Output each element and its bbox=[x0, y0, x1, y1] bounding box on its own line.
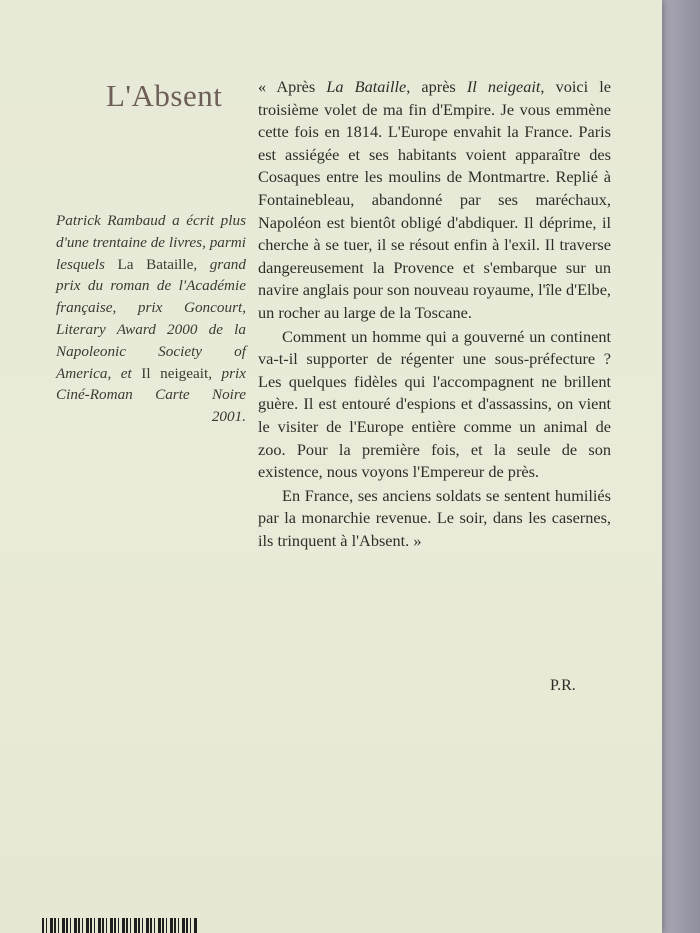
blurb-text: , voici le troisième volet de ma fin d'Empire. Je vous emmène cette fois en 1814. L'Europe envahit la France. Paris est assiégée et ses habitants voient apparaître des Cosaques entre les moulins de Montmartre. Replié à Fontainebleau, abandonné par ses maréchaux, Napoléon est bientôt obligé d'abdiquer. Il déprime, il cherche à se tuer, il se résout enfin à l'exil. Il traverse dangereusement la Provence et s'embarque sur un navire anglais pour son nouveau royaume, l'île d'Elbe, un rocher au large de la Toscane. bbox=[258, 77, 611, 322]
blurb-book-title: La Bataille bbox=[326, 77, 407, 96]
bio-text: , prix Ciné-Roman Carte Noire 2001. bbox=[56, 364, 246, 426]
barcode bbox=[42, 918, 197, 933]
bio-text: , grand prix du roman de l'Académie française, prix Goncourt, Literary Award 2000 de la Napoleonic Society of America, et bbox=[56, 255, 246, 382]
blurb bbox=[258, 76, 611, 552]
signature: P.R. bbox=[550, 677, 576, 694]
blurb-paragraph: Comment un homme qui a gouverné un continent va-t-il supporter de régenter une sous-préfecture ? Les quelques fidèles qui l'accompagnent ne brillent guère. Il est entouré d'espions et d'assassins, on vient le visiter de l'Europe entière comme un animal de zoo. Pour la première fois, et la seule de son existence, nous voyons l'Empereur de près. bbox=[258, 326, 611, 482]
blurb-text: , après bbox=[406, 77, 467, 96]
blurb-book-title: Il neigeait bbox=[466, 77, 541, 96]
bio-book-title: Il neigeait bbox=[141, 364, 209, 382]
book-title: L'Absent bbox=[106, 78, 223, 113]
bio-text: Patrick Rambaud a écrit plus d'une trentaine de livres, parmi lesquels bbox=[56, 212, 246, 273]
blurb-paragraph bbox=[258, 76, 611, 325]
author-bio bbox=[56, 210, 246, 428]
blurb-paragraph: En France, ses anciens soldats se sentent humiliés par la monarchie revenue. Le soir, dans les casernes, ils trinquent à l'Absent. » bbox=[258, 485, 611, 550]
bio-book-title: La Bataille bbox=[117, 255, 194, 273]
blurb-text: « Après bbox=[258, 77, 327, 96]
background-surface bbox=[660, 0, 700, 933]
